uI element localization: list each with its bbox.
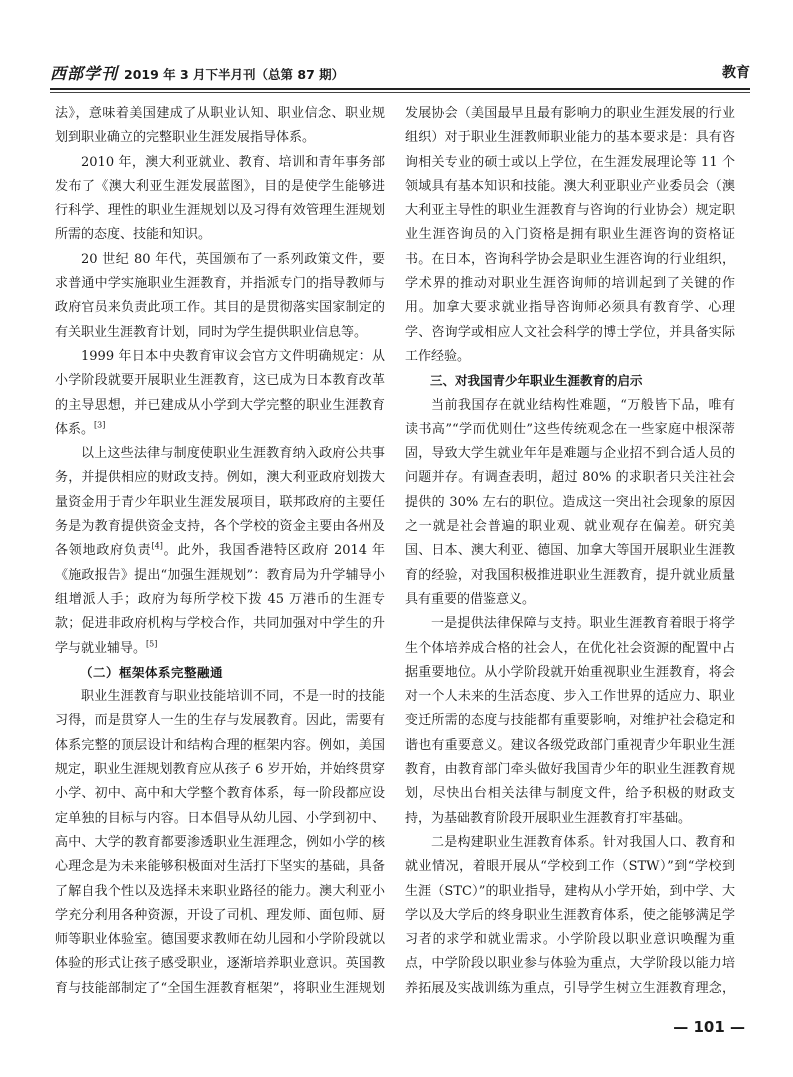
paragraph: 以上这些法律与制度使职业生涯教育纳入政府公共事务，并提供相应的财政支持。例如，澳大利亚政府划拨大量资金用于青少年职业生涯发展项目，联邦政府的主要任务是为教育提供资金支持，各个学校的资金主要由各州及各领地政府负责[4]。此外，我国香港特区政府 2014 年《施政报告》提出“加强生涯规划”：教育局为升学辅导小组增派人手；政府为每所学校下拨 45 万港币的生涯专款；促进非政府机构与学校合作，共同加强对中学生的升学与就业辅导。[5] [55, 446, 385, 656]
paragraph: 20 世纪 80 年代，英国颁布了一系列政策文件，要求普通中学实施职业生涯教育，并指派专门的指导教师与政府官员来负责此项工作。其目的是贯彻落实国家制定的有关职业生涯教育计划，同时为学生提供职业信息等。 [55, 251, 385, 340]
paragraph: 2010 年，澳大利亚就业、教育、培训和青年事务部发布了《澳大利亚生涯发展蓝图》，目的是使学生能够进行科学、理性的职业生涯规划以及习得有效管理生涯规划所需的态度、技能和知识。 [55, 154, 385, 243]
paragraph: 1999 年日本中央教育审议会官方文件明确规定：从小学阶段就要开展职业生涯教育，这已成为日本教育改革的主导思想，并已建成从小学到大学完整的职业生涯教育体系。[3] [55, 348, 385, 437]
paragraph: 发展协会（美国最早且最有影响力的职业生涯发展的行业组织）对于职业生涯教师职业能力的基本要求是：具有咨询相关专业的硕士或以上学位，在生涯发展理论等 11 个领域具有基本知识和技能。澳大利亚职业产业委员会（澳大利亚主导性的职业生涯教育与咨询的行业协会）规定职业生涯咨询员的入门资格是拥有职业生涯咨询的资格证书。在日本，咨询科学协会是职业生涯咨询的行业组织，学术界的推动对职业生涯咨询师的培训起到了关键的作用。加拿大要求就业指导咨询师必须具有教育学、心理学、咨询学或相应人文社会科学的博士学位，并具备实际工作经验。 [405, 106, 735, 364]
subsection-heading: （二）框架体系完整融通 [80, 664, 224, 680]
header-rule-thin [50, 92, 750, 93]
left-column [55, 102, 385, 1002]
issue-info: 2019 年 3 月下半月刊（总第 87 期） [124, 66, 345, 82]
citation-ref: [3] [94, 420, 106, 430]
section-name: 教育 [722, 65, 750, 81]
header-rule [50, 88, 750, 90]
page-header [50, 60, 750, 84]
journal-name: 西部学刊 [50, 63, 119, 83]
paragraph: 一是提供法律保障与支持。职业生涯教育着眼于将学生个体培养成合格的社会人，在优化社会资源的配置中占据重要地位。从小学阶段就开始重视职业生涯教育，将会对一个人未来的生活态度、步入工作世界的适应力、职业变迁所需的态度与技能都有重要影响，对维护社会稳定和谐也有重要意义。建议各级党政部门重视青少年职业生涯教育，由教育部门牵头做好我国青少年的职业生涯教育规划，尽快出台相关法律与制度文件，给予积极的财政支持，为基础教育阶段开展职业生涯教育打牢基础。 [405, 616, 735, 826]
paragraph: 二是构建职业生涯教育体系。针对我国人口、教育和就业情况，着眼开展从“学校到工作（STW）”到“学校到生涯（STC）”的职业指导，建构从小学开始，到中学、大学以及大学后的终身职业生涯教育体系，使之能够满足学习者的求学和就业需求。小学阶段以职业意识唤醒为重点，中学阶段以职业参与体验为重点，大学阶段以能力培养拓展及实战训练为重点，引导学生树立生涯教育理念， [405, 834, 735, 996]
citation-ref: [5] [146, 639, 158, 649]
paragraph: 当前我国存在就业结构性难题，“万般皆下品，唯有读书高”“学而优则仕”这些传统观念在一些家庭中根深蒂固，导致大学生就业年年是难题与企业招不到合适人员的问题并存。有调查表明，超过 80% 的求职者只关注社会提供的 30% 左右的职位。造成这一突出社会现象的原因之一就是社会普遍的职业观、就业观存在偏差。研究美国、日本、澳大利亚、德国、加拿大等国开展职业生涯教育的经验，对我国积极推进职业生涯教育，提升就业质量具有重要的借鉴意义。 [405, 397, 735, 607]
right-column [405, 102, 735, 1002]
citation-ref: [4] [151, 542, 163, 552]
section-heading: 三、对我国青少年职业生涯教育的启示 [430, 373, 643, 389]
paragraph: 职业生涯教育与职业技能培训不同，不是一时的技能习得，而是贯穿人一生的生存与发展教育。因此，需要有体系完整的顶层设计和结构合理的框架内容。例如，美国规定，职业生涯规划教育应从孩子 6 岁开始，并始终贯穿小学、初中、高中和大学整个教育体系，每一阶段都应设定单独的目标与内容。日本倡导从幼儿园、小学到初中、高中、大学的教育都要渗透职业生涯理念，例如小学的核心理念是为未来能够积极面对生活打下坚实的基础，具备了解自我个性以及选择未来职业路径的能力。澳大利亚小学充分利用各种资源，开设了司机、理发师、面包师、厨师等职业体验室。德国要求教师在幼儿园和小学阶段就以体验的形式让孩子感受职业，逐渐培养职业意识。英国教育与技能部制定了“全国生涯教育框架”，将职业生涯规划 [55, 689, 385, 996]
header-left [50, 61, 344, 84]
page-number: — 101 — [673, 1018, 745, 1036]
paragraph: 法》，意味着美国建成了从职业认知、职业信念、职业规划到职业确立的完整职业生涯发展指导体系。 [55, 106, 385, 146]
